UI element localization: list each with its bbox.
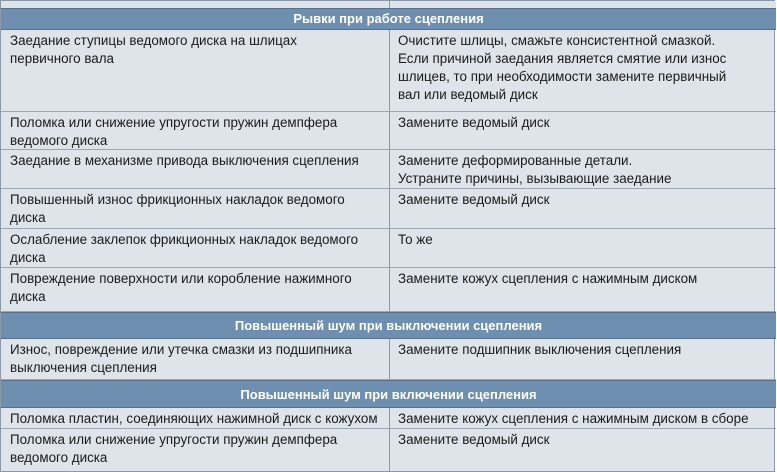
cause-cell: Повышенный износ фрикционных накладок ведомого диска	[1, 189, 390, 228]
section-header: Повышенный шум при включении сцепления	[1, 380, 776, 408]
remedy-cell: То же	[398, 232, 433, 247]
cause-cell: Повреждение поверхности или коробление нажимного диска	[1, 268, 390, 311]
table-row	[1, 189, 776, 229]
table-row	[1, 268, 776, 312]
section-header: Повышенный шум при выключении сцепления	[1, 312, 776, 339]
table-top-strip	[1, 1, 776, 8]
remedy-cell: Замените подшипник выключения сцепления	[398, 342, 682, 357]
cause-cell: Поломка или снижение упругости пружин демпфера ведомого диска	[1, 429, 390, 471]
cause-cell: Поломка или снижение упругости пружин демпфера ведомого диска	[1, 112, 390, 149]
remedy-cell: Замените деформированные детали. Устраните причины, вызывающие заедание	[398, 153, 672, 186]
remedy-cell: Замените ведомый диск	[398, 115, 550, 130]
remedy-cell: Замените ведомый диск	[398, 432, 550, 447]
table-row	[1, 229, 776, 268]
table-row	[1, 112, 776, 150]
remedy-cell: Очистите шлицы, смажьте консистентной смазкой. Если причиной заедания является смятие или износ шлицев, то при необходимости замените первичный вал или ведомый диск	[398, 33, 727, 102]
table-row	[1, 408, 776, 429]
remedy-cell: Замените кожух сцепления с нажимным диском в сборе	[398, 411, 749, 426]
remedy-cell: Замените кожух сцепления с нажимным диском	[398, 271, 698, 286]
table-row	[1, 339, 776, 380]
table-row	[1, 429, 776, 471]
cause-cell: Заедание в механизме привода выключения сцепления	[1, 150, 390, 188]
cause-cell: Ослабление заклепок фрикционных накладок ведомого диска	[1, 229, 390, 267]
table-row	[1, 30, 776, 112]
remedy-cell: Замените ведомый диск	[398, 192, 550, 207]
table-row	[1, 150, 776, 189]
cause-cell: Заедание ступицы ведомого диска на шлицах первичного вала	[1, 30, 390, 111]
cause-cell: Поломка пластин, соединяющих нажимной диск с кожухом	[1, 408, 390, 428]
section-header: Рывки при работе сцепления	[1, 8, 776, 30]
cause-cell: Износ, повреждение или утечка смазки из подшипника выключения сцепления	[1, 339, 390, 379]
